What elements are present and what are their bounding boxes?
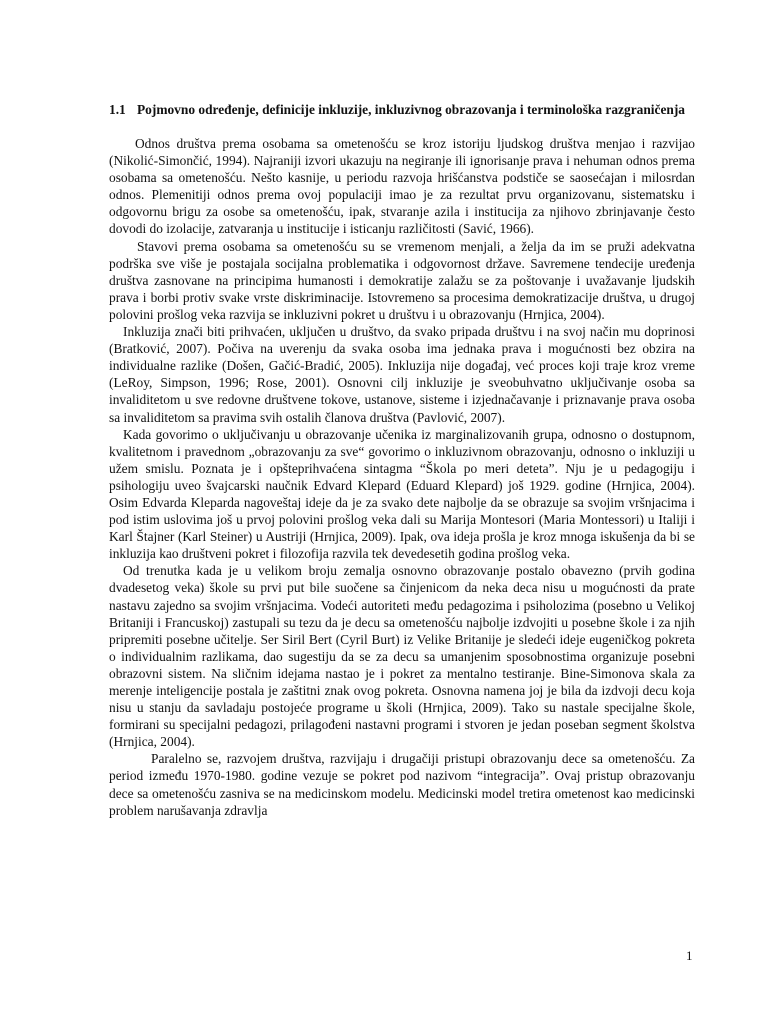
- section-heading: [109, 100, 695, 119]
- page-number: 1: [686, 948, 693, 963]
- paragraph-attitudes: Stavovi prema osobama sa ometenošću su se vremenom menjali, a želja da im se pruži adekvatna podrška sve više je postajala socijalna problematika i odgovornost države. Savremene tendecije uređenja društva zasnovane na principima humanosti i demokratije zalažu se za poštovanje i uvažavanje ljudskih prava i borbi protiv svake vrste diskriminacije. Istovremeno sa procesima demokratizacije društva, u drugoj polovini prošlog veka razvija se inkluzivni pokret u društvu i u obrazovanju (Hrnjica, 2004).: [109, 238, 695, 322]
- paragraph-history: Odnos društva prema osobama sa ometenošću se kroz istoriju ljudskog društva menjao i razvijao (Nikolić-Simončić, 1994). Najraniji izvori ukazuju na negiranje ili ignorisanje prava i nehuman odnos prema osobama sa ometenošću. Nešto kasnije, u periodu razvoja hrišćanstva podstiče se saosećajan i milosrdan odnos. Plemenitiji odnos prema ovoj populaciji imao je za rezultat prvu organizovanu, sistematsku i odgovornu brigu za osobe sa ometenošću, ipak, stvaranje azila i institucija za njihovo zbrinjavanje često dovodi do izolacije, zatvaranja u institucije i isticanju različitosti (Savić, 1966).: [109, 136, 695, 237]
- section-title: Pojmovno određenje, definicije inkluzije, inkluzivnog obrazovanja i terminološka razgraničenja: [137, 102, 685, 117]
- paragraph-inclusion-definition: Inkluzija znači biti prihvaćen, uključen u društvo, da svako pripada društvu i na svoj način mu doprinosi (Bratković, 2007). Počiva na uverenju da svaka osoba ima jednaka prava i mogućnosti bez obzira na individualne razlike (Došen, Gačić-Bradić, 2005). Inkluzija nije događaj, već proces koji traje kroz vreme (LeRoy, Simpson, 1996; Rose, 2001). Osnovni cilj inkluzije je sveobuhvatno uključivanje osoba sa invaliditetom u sve redovne društvene tokove, ustanove, sisteme i izjednačavanje i priznavanje prava osoba sa invaliditetom sa pravima svih ostalih članova društva (Pavlović, 2007).: [109, 324, 695, 425]
- paragraph-integration: Paralelno se, razvojem društva, razvijaju i drugačiji pristupi obrazovanju dece sa ometenošću. Za period između 1970-1980. godine vezuje se pokret pod nazivom “integracija”. Ovaj pristup obrazovanju dece sa ometenošću zasniva se na medicinskom modelu. Medicinski model tretira ometenost kao medicinski problem narušavanja zdravlja: [109, 751, 695, 818]
- section-number: 1.1: [109, 102, 126, 117]
- document-page: [109, 100, 695, 819]
- paragraph-inclusive-education: Kada govorimo o uključivanju u obrazovanje učenika iz marginalizovanih grupa, odnosno o dostupnom, kvalitetnom i pravednom „obrazovanju za sve“ govorimo o inkluzivnom obrazovanju, odnosno o inkluziji u užem smislu. Poznata je i opšteprihvaćena sintagma “Škola po meri deteta”. Nju je u pedagogiju i psihologiju uveo švajcarski naučnik Edvard Klepard (Eduard Klepard) još 1929. godine (Hrnjica, 2004). Osim Edvarda Kleparda nagoveštaj ideje da je za svako dete najbolje da se obrazuje sa svojim vršnjacima i pod istim uslovima još u prvoj polovini prošlog veka dali su Marija Montesori (Maria Montessori) u Italiji i Karl Štajner (Karl Steiner) u Austriji (Hrnjica, 2009). Ipak, ova ideja prošla je kroz mnoga iskušenja da bi se inkluzija kao društveni pokret i filozofija razvila tek devedesetih godina prošlog veka.: [109, 426, 695, 562]
- paragraph-special-schools: Od trenutka kada je u velikom broju zemalja osnovno obrazovanje postalo obavezno (prvih godina dvadesetog veka) škole su prvi put bile suočene sa činjenicom da neka deca nisu u mogućnosti da prate nastavu zajedno sa svojim vršnjacima. Vodeći autoriteti među pedagozima i psiholozima (posebno u Velikoj Britaniji i Francuskoj) zastupali su tezu da je decu sa ometenošću najbolje izdvojiti u posebne škole i za njih pripremiti posebne učitelje. Ser Siril Bert (Cyril Burt) iz Velike Britanije je sledeći ideje eugeničkog pokreta o individualnim razlikama, dao sugestiju da se za decu sa umanjenim sposobnostima organizuje posebni obrazovni sistem. Na sličnim idejama nastao je i pokret za mentalno testiranje. Bine-Simonova skala za merenje inteligencije postala je zaštitni znak ovog pokreta. Osnovna namena joj je bila da izdvoji decu koja nisu u stanju da savladaju postojeće programe u školi (Hrnjica, 2009). Tako su nastale specijalne škole, formirani su specijalni pedagozi, prilagođeni nastavni programi i stvoren je jedan poseban segment školstva (Hrnjica, 2004).: [109, 563, 695, 750]
